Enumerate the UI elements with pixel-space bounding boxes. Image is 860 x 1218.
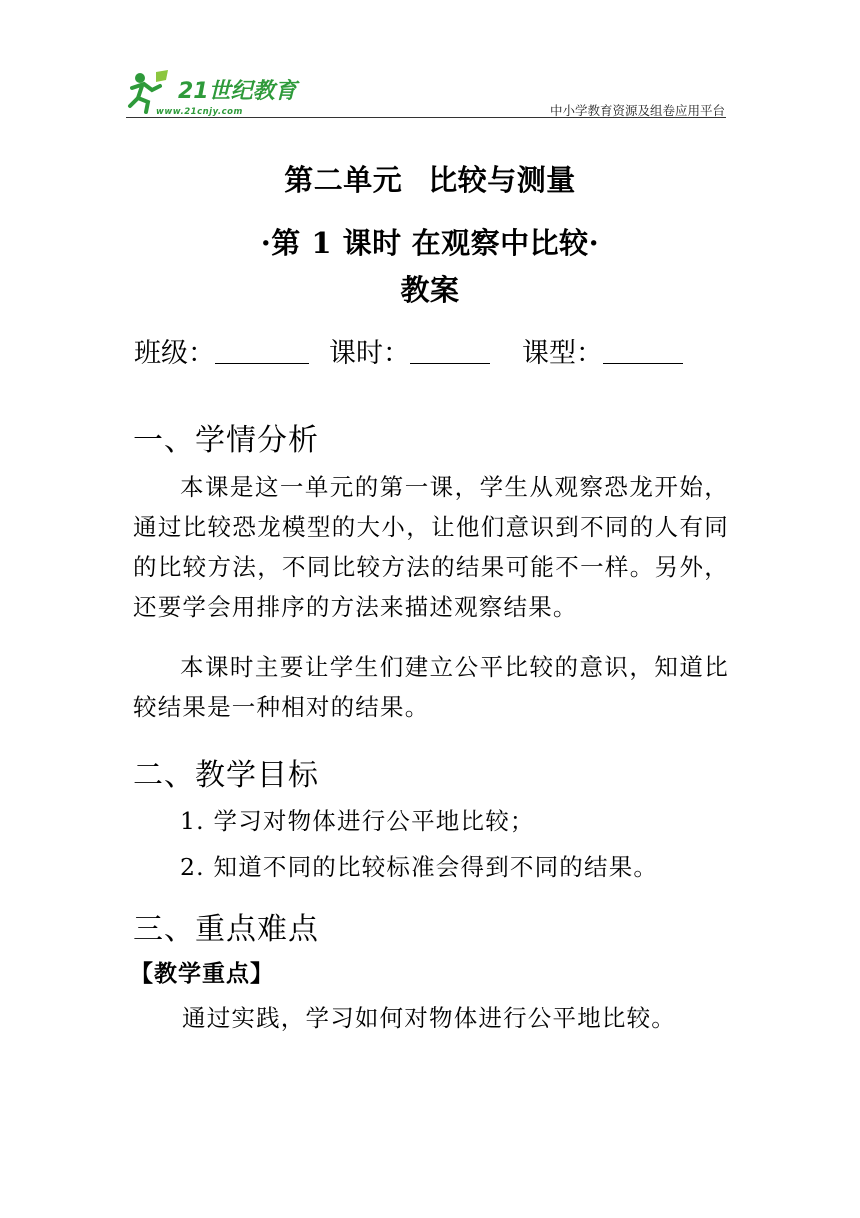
doc-type: 教案 [400, 273, 460, 307]
period-label: 课时： [329, 338, 410, 369]
objective-item-2: 2. 知道不同的比较标准会得到不同的结果。 [180, 853, 659, 881]
lesson-title [0, 223, 860, 263]
period-blank[interactable] [410, 335, 490, 364]
key-point-text: 通过实践，学习如何对物体进行公平地比较。 [182, 1004, 676, 1032]
section-heading-objectives: 二、教学目标 [133, 758, 319, 793]
logo-url: www.21cnjy.com [156, 107, 243, 117]
type-blank[interactable] [603, 335, 683, 364]
type-label: 课型： [522, 338, 603, 369]
lesson-name: 在观察中比较· [411, 226, 600, 260]
logo-text: 21世纪教育 [178, 79, 297, 104]
unit-topic: 比较与测量 [428, 163, 576, 197]
class-blank[interactable] [215, 335, 309, 364]
class-label: 班级： [134, 338, 215, 369]
section-heading-keypoints: 三、重点难点 [133, 912, 319, 947]
header-tagline: 中小学教育资源及组卷应用平台 [549, 103, 725, 118]
analysis-paragraph-1: 本课是这一单元的第一课，学生从观察恐龙开始，通过比较恐龙模型的大小，让他们意识到不同的人有同的比较方法，不同比较方法的结果可能不一样。另外，还要学会用排序的方法来描述观察结果。 [133, 473, 729, 621]
analysis-paragraph-2: 本课时主要让学生们建立公平比较的意识，知道比较结果是一种相对的结果。 [133, 653, 729, 721]
logo-21cnjy [126, 68, 301, 118]
lesson-number: ·第 1 课时 [260, 226, 402, 260]
section-heading-analysis: 一、学情分析 [133, 423, 319, 458]
unit-number: 第二单元 [284, 163, 403, 197]
meta-row [134, 334, 683, 374]
key-point-label: 【教学重点】 [130, 960, 274, 987]
objective-item-1: 1. 学习对物体进行公平地比较； [180, 807, 535, 835]
runner-icon [130, 70, 168, 112]
header-divider [126, 117, 726, 118]
unit-title [0, 160, 860, 200]
